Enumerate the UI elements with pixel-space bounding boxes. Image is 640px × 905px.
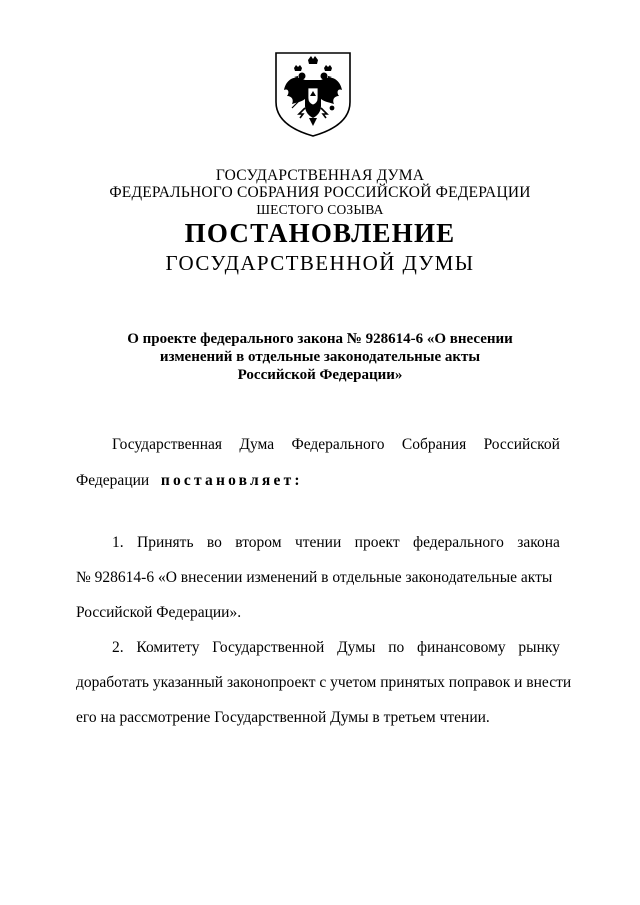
item1-word: чтении (294, 534, 342, 551)
intro-line-1 (112, 436, 560, 454)
item2-word: рынку (518, 639, 560, 656)
item2-word: Комитету (136, 639, 200, 656)
document-subject (110, 330, 530, 384)
item1-word: 1. (112, 534, 124, 551)
item1-word: втором (235, 534, 282, 551)
item1-word: во (206, 534, 222, 551)
intro-resolves: постановляет: (160, 472, 303, 489)
item1-word: закона (517, 534, 560, 551)
document-title: ПОСТАНОВЛЕНИЕ (184, 218, 456, 248)
item2-word: финансовому (416, 639, 506, 656)
header-line-convocation: ШЕСТОГО СОЗЫВА (256, 202, 384, 217)
item2-word: 2. (112, 639, 124, 656)
intro-word: Российской (483, 436, 560, 453)
item1-words (112, 534, 560, 552)
intro-words (112, 436, 560, 454)
intro-federation: Федерации (76, 472, 150, 489)
item2-word: Думы (337, 639, 376, 656)
header-line-federal-assembly: ФЕДЕРАЛЬНОГО СОБРАНИЯ РОССИЙСКОЙ ФЕДЕРАЦИИ (109, 184, 531, 201)
item1-word: проект (354, 534, 400, 551)
intro-word: Дума (239, 436, 275, 453)
item1-line-1 (112, 534, 560, 552)
item2-word: Государственной (212, 639, 325, 656)
intro-word: Государственная (112, 436, 223, 453)
item1-word: Принять (137, 534, 194, 551)
header-line-duma: ГОСУДАРСТВЕННАЯ ДУМА (215, 167, 425, 184)
subject-line-1: О проекте федерального закона № 928614-6 «О внесении (127, 331, 513, 347)
item1-word: федерального (413, 534, 504, 551)
item2-words (112, 639, 560, 657)
intro-word: Федерального (291, 436, 385, 453)
intro-line-2 (76, 472, 303, 490)
item1-line-2: № 928614-6 «О внесении изменений в отдельные законодательные акты (76, 569, 553, 586)
coat-of-arms-emblem (272, 50, 354, 138)
item2-word: по (388, 639, 405, 656)
subject-line-2: изменений в отдельные законодательные акты (159, 349, 481, 365)
intro-word: Собрания (401, 436, 467, 453)
item2-line-1 (112, 639, 560, 657)
item1-line-3: Российской Федерации». (76, 604, 242, 621)
item2-line-2: доработать указанный законопроект с учетом принятых поправок и внести (76, 674, 572, 691)
item2-line-3: его на рассмотрение Государственной Думы в третьем чтении. (76, 709, 490, 726)
subject-line-3: Российской Федерации» (237, 367, 403, 383)
document-subtitle: ГОСУДАРСТВЕННОЙ ДУМЫ (165, 251, 475, 275)
